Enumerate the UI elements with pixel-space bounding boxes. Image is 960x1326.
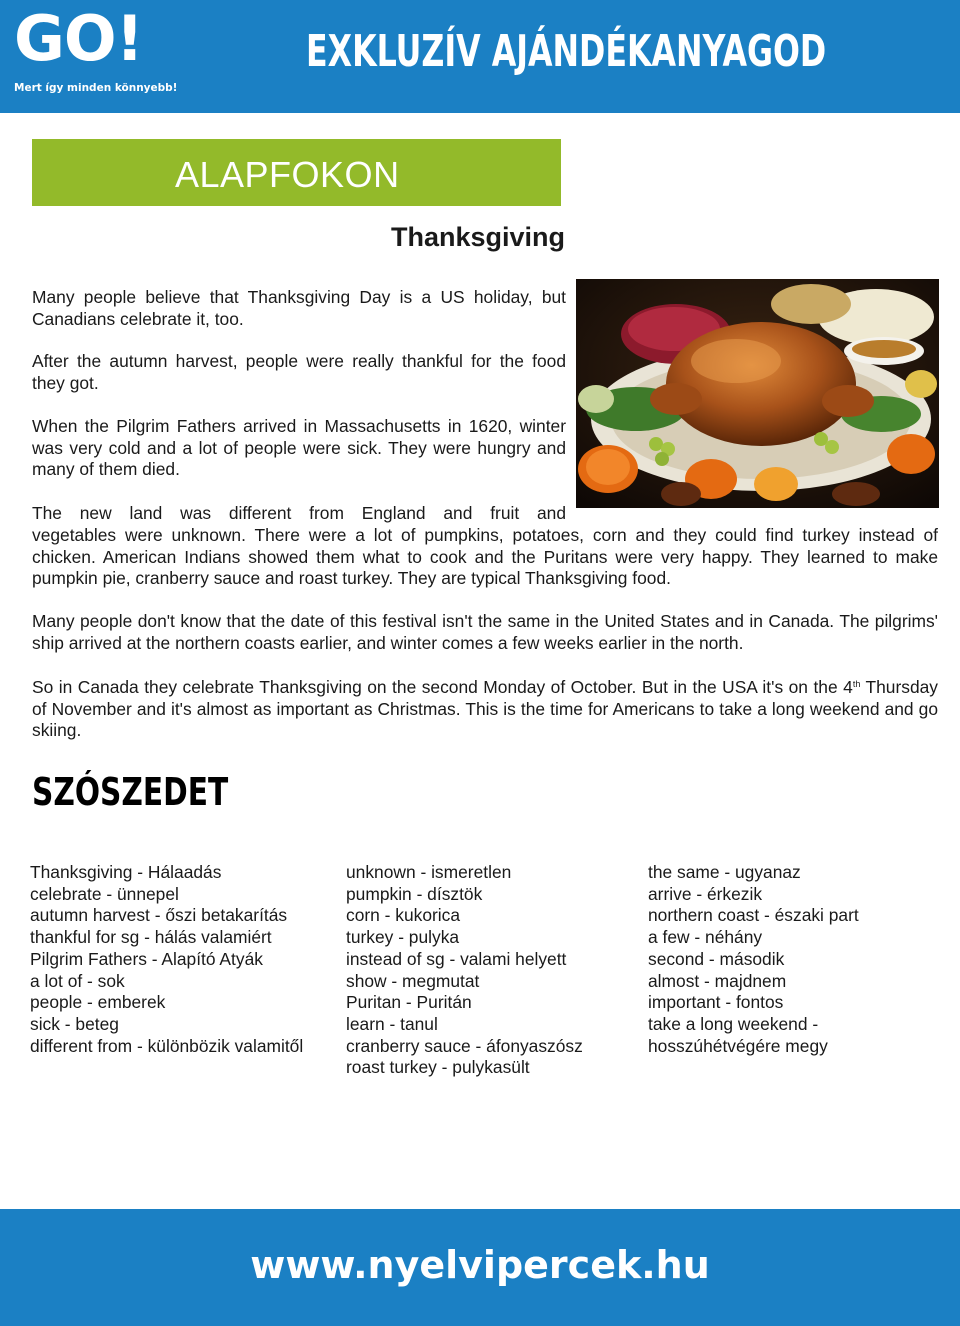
vocab-item: corn - kukorica [346, 905, 461, 926]
paragraph-4: vegetables were unknown. There were a lot of pumpkins, potatoes, corn and they could find turkey instead of chicken. American Indians showed them what to cook and the Puritans were very happy. They learned to make pumpkin pie, cranberry sauce and roast turkey. They are typical Thanksgiving food. [32, 525, 938, 589]
vocab-item: the same - ugyanaz [648, 862, 801, 882]
roast-turkey-photo [576, 279, 939, 508]
vocabulary-heading: SZÓSZEDET [32, 770, 229, 814]
vocab-item: almost - majdnem [648, 970, 787, 991]
vocab-item: Puritan - Puritán [346, 992, 472, 1013]
vocab-item: second - második [648, 948, 785, 969]
vocab-item: celebrate - ünnepel [30, 883, 179, 904]
logo-text: GO! [14, 2, 143, 75]
vocab-item: autumn harvest - őszi betakarítás [30, 905, 288, 926]
vocab-item: turkey - pulyka [346, 927, 460, 948]
header-title: EXKLUZÍV AJÁNDÉKANYAGOD [306, 26, 827, 77]
vocab-item: northern coast - északi part [648, 905, 859, 926]
vocab-item: different from - különbözik valamitől [30, 1035, 304, 1056]
vocab-item: pumpkin - dísztök [346, 883, 483, 904]
vocab-item: important - fontos [648, 992, 784, 1013]
paragraph-6-text-b: Thursday of November and it's almost as important as Christmas. This is the time for Americans to take a long weekend and go skiing. [32, 677, 938, 741]
paragraph-2: After the autumn harvest, people were really thankful for the food they got. [32, 351, 566, 393]
ordinal-suffix: th [852, 679, 861, 689]
vocab-item: sick - beteg [30, 1013, 119, 1034]
paragraph-1: Many people believe that Thanksgiving Day is a US holiday, but Canadians celebrate it, too. [32, 287, 566, 329]
level-label: ALAPFOKON [175, 154, 400, 195]
header-banner [0, 0, 960, 113]
vocab-item: hosszúhétvégére megy [648, 1035, 828, 1056]
article-title: Thanksgiving [391, 222, 566, 252]
vocab-item: a few - néhány [648, 927, 763, 948]
vocab-item: learn - tanul [346, 1013, 438, 1034]
vocabulary-column-3 [648, 862, 859, 1057]
vocab-item: a lot of - sok [30, 970, 125, 991]
vocab-item: roast turkey - pulykasült [346, 1057, 530, 1078]
footer-banner [0, 1209, 960, 1326]
vocab-item: show - megmutat [346, 970, 480, 991]
vocab-item: thankful for sg - hálás valamiért [30, 927, 272, 948]
vocabulary-column-1 [30, 862, 303, 1057]
vocab-item: unknown - ismeretlen [346, 862, 512, 882]
paragraph-4-first-line: The new land was different from England and fruit and [32, 503, 566, 523]
vocab-item: Thanksgiving - Hálaadás [30, 862, 222, 882]
level-band [32, 139, 561, 206]
vocab-item: instead of sg - valami helyett [346, 948, 567, 969]
paragraph-3: When the Pilgrim Fathers arrived in Massachusetts in 1620, winter was very cold and a lot of people were sick. They were hungry and many of them died. [32, 416, 566, 480]
logo-tagline: Mert így minden könnyebb! [14, 82, 178, 94]
vocab-item: arrive - érkezik [648, 883, 763, 904]
vocab-item: cranberry sauce - áfonyaszósz [346, 1035, 583, 1056]
paragraph-5: Many people don't know that the date of this festival isn't the same in the United States and in Canada. The pilgrims' ship arrived at the northern coasts earlier, and winter comes a few weeks earlier in the north. [32, 611, 938, 653]
paragraph-6-text-a: So in Canada they celebrate Thanksgiving on the second Monday of October. But in the USA it's on the 4 [32, 677, 853, 697]
vocabulary-column-2 [346, 862, 583, 1079]
go-logo[interactable] [14, 2, 178, 104]
vocab-item: take a long weekend - [648, 1013, 819, 1034]
vocab-item: people - emberek [30, 992, 166, 1013]
footer-website-link[interactable]: www.nyelvipercek.hu [250, 1243, 710, 1287]
vocab-item: Pilgrim Fathers - Alapító Atyák [30, 948, 263, 969]
paragraph-6 [32, 677, 938, 742]
